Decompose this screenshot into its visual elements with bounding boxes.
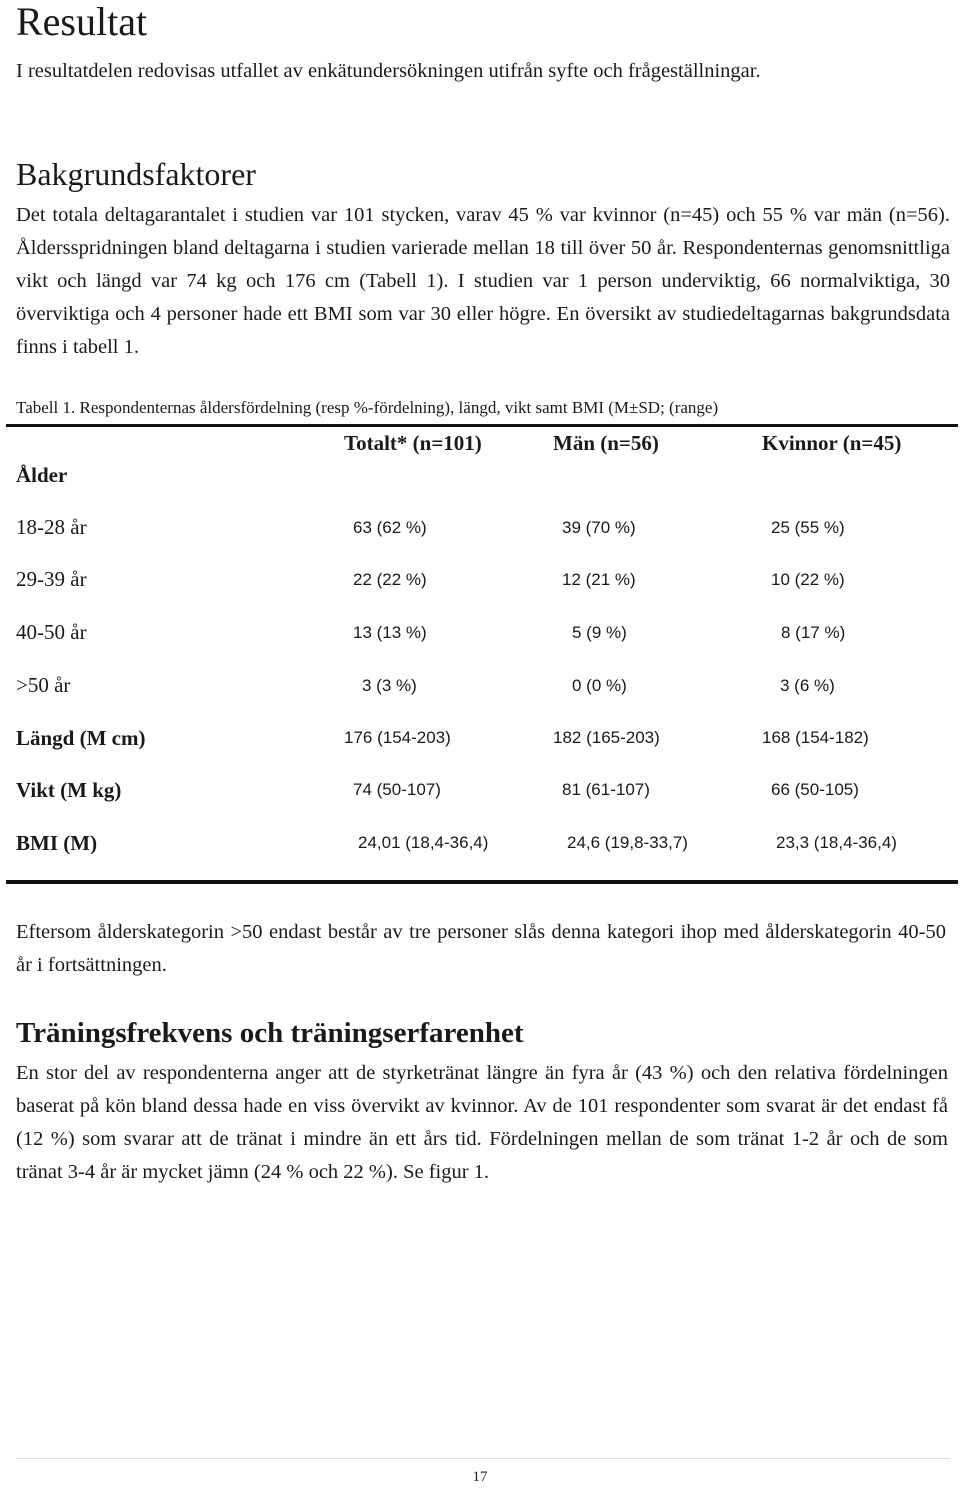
row-label: Vikt (M kg) (16, 778, 122, 802)
section-heading-background: Bakgrundsfaktorer (16, 156, 256, 192)
intro-paragraph: I resultatdelen redovisas utfallet av enkätundersökningen utifrån syfte och frågeställningar. (16, 60, 761, 82)
cell-men: 39 (70 %) (562, 518, 636, 537)
row-label: 18-28 år (16, 515, 87, 539)
row-label: BMI (M) (16, 831, 98, 855)
cell-women: 168 (154-182) (762, 728, 869, 747)
page-title: Resultat (16, 0, 148, 44)
row-label: Längd (M cm) (16, 726, 146, 750)
cell-women: 23,3 (18,4-36,4) (776, 833, 897, 852)
cell-total: 74 (50-107) (353, 780, 441, 799)
table-bottom-rule (6, 880, 958, 884)
column-header-total: Totalt* (n=101) (344, 431, 482, 455)
footer-divider (16, 1458, 950, 1459)
cell-men: 24,6 (19,8-33,7) (567, 833, 688, 852)
row-label: >50 år (16, 673, 71, 697)
cell-women: 8 (17 %) (781, 623, 846, 642)
note-paragraph: Eftersom ålderskategorin >50 endast består av tre personer slås denna kategori ihop med ålderskategorin 40-50 år i fortsättningen. (16, 921, 946, 976)
row-header-age: Ålder (16, 463, 68, 487)
cell-women: 3 (6 %) (780, 676, 835, 695)
cell-men: 81 (61-107) (562, 780, 650, 799)
column-header-men: Män (n=56) (553, 431, 659, 455)
table-caption: Tabell 1. Respondenternas åldersfördelning (resp %-fördelning), längd, vikt samt BMI (M±SD; (range) (16, 398, 719, 417)
cell-women: 25 (55 %) (771, 518, 845, 537)
cell-total: 176 (154-203) (344, 728, 451, 747)
background-paragraph: Det totala deltagarantalet i studien var 101 stycken, varav 45 % var kvinnor (n=45) och 55 % var män (n=56). Åldersspridningen bland deltagarna i studien varierade mellan 18 till över 50 år. Respondenternas genomsnittliga vikt och längd var 74 kg och 176 cm (Tabell 1). I studien var 1 person underviktig, 66 normalviktiga, 30 överviktiga och 4 personer hade ett BMI som var 30 eller högre. En översikt av studiedeltagarnas bakgrundsdata finns i tabell 1. (16, 204, 950, 358)
cell-total: 63 (62 %) (353, 518, 427, 537)
table-top-rule (6, 424, 958, 427)
cell-total: 13 (13 %) (353, 623, 427, 642)
page-number: 17 (472, 1469, 488, 1485)
cell-men: 182 (165-203) (553, 728, 660, 747)
column-header-women: Kvinnor (n=45) (762, 431, 902, 455)
cell-total: 24,01 (18,4-36,4) (358, 833, 489, 852)
cell-men: 12 (21 %) (562, 570, 636, 589)
row-label: 40-50 år (16, 620, 87, 644)
cell-men: 5 (9 %) (572, 623, 627, 642)
cell-women: 10 (22 %) (771, 570, 845, 589)
row-label: 29-39 år (16, 567, 87, 591)
training-paragraph: En stor del av respondenterna anger att de styrketränat längre än fyra år (43 %) och den relativa fördelningen baserat på kön bland dessa hade en viss övervikt av kvinnor. Av de 101 respondenter som svarat är det endast få (12 %) som svarar att de tränat i mindre än ett års tid. Fördelningen mellan de som tränat 1-2 år och de som tränat 3-4 år är mycket jämn (24 % och 22 %). Se figur 1. (16, 1062, 948, 1183)
cell-women: 66 (50-105) (771, 780, 859, 799)
cell-total: 3 (3 %) (362, 676, 417, 695)
cell-men: 0 (0 %) (572, 676, 627, 695)
section-heading-training: Träningsfrekvens och träningserfarenhet (16, 1017, 524, 1049)
cell-total: 22 (22 %) (353, 570, 427, 589)
